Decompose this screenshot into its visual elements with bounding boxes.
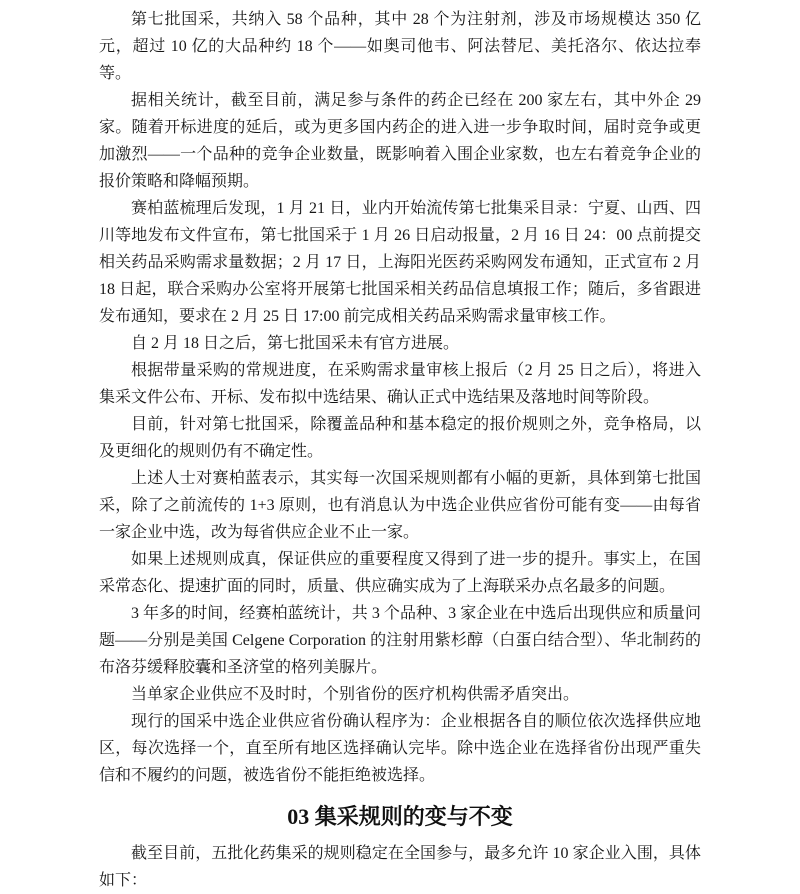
- paragraph-batch7-overview: 第七批国采，共纳入 58 个品种，其中 28 个为注射剂，涉及市场规模达 350 亿元，超过 10 亿的大品种约 18 个——如奥司他韦、阿法替尼、美托洛尔、依达拉奉等。: [99, 11, 701, 82]
- paragraph-province-selection-procedure: 现行的国采中选企业供应省份确认程序为：企业根据各自的顺位依次选择供应地区，每次选择一个，直至所有地区选择确认完毕。除中选企业在选择省份出现严重失信和不履约的问题，被选省份不能拒绝被选择。: [99, 713, 701, 784]
- paragraph-supply-quality-cases: 3 年多的时间，经赛柏蓝统计，共 3 个品种、3 家企业在中选后出现供应和质量问题——分别是美国 Celgene Corporation 的注射用紫杉醇（白蛋白结合型）、华北制药的布洛芬缓释胶囊和圣济堂的格列美脲片。: [99, 605, 701, 676]
- paragraph-supply-importance: 如果上述规则成真，保证供应的重要程度又得到了进一步的提升。事实上，在国采常态化、提速扩面的同时，质量、供应确实成为了上海联采办点名最多的问题。: [99, 551, 701, 595]
- paragraph-supply-shortage: 当单家企业供应不及时时，个别省份的医疗机构供需矛盾突出。: [131, 686, 580, 703]
- paragraph-normal-schedule: 根据带量采购的常规进度，在采购需求量审核上报后（2 月 25 日之后），将进入集采文件公布、开标、发布拟中选结果、确认正式中选结果及落地时间等阶段。: [99, 362, 701, 406]
- paragraph-stable-rules-intro: 截至目前，五批化药集采的规则稳定在全国参与，最多允许 10 家企业入围，具体如下：: [99, 845, 701, 889]
- section-heading-03: 03 集采规则的变与不变: [287, 804, 513, 829]
- paragraph-no-official-progress: 自 2 月 18 日之后，第七批国采未有官方进展。: [131, 335, 460, 352]
- paragraph-uncertainty: 目前，针对第七批国采，除覆盖品种和基本稳定的报价规则之外，竞争格局，以及更细化的规则仍有不确定性。: [99, 416, 701, 460]
- paragraph-rule-updates: 上述人士对赛柏蓝表示，其实每一次国采规则都有小幅的更新，具体到第七批国采，除了之前流传的 1+3 原则，也有消息认为中选企业供应省份可能有变——由每省一家企业中选，改为每省供应企业不止一家。: [99, 470, 701, 541]
- paragraph-timeline: 赛柏蓝梳理后发现，1 月 21 日，业内开始流传第七批集采目录：宁夏、山西、四川等地发布文件宣布，第七批国采于 1 月 26 日启动报量，2 月 16 日 24：00 点前提交相关药品采购需求量数据；2 月 17 日，上海阳光医药采购网发布通知，正式宣布 2 月 18 日起，联合采购办公室将开展第七批国采相关药品信息填报工作；随后，多省跟进发布通知，要求在 2 月 25 日 17:00 前完成相关药品采购需求量审核工作。: [99, 200, 701, 325]
- paragraph-qualified-companies: 据相关统计，截至目前，满足参与条件的药企已经在 200 家左右，其中外企 29 家。随着开标进度的延后，或为更多国内药企的进入进一步争取时间，届时竞争或更加激烈——一个品种的竞争企业数量，既影响着入围企业家数，也左右着竞争企业的报价策略和降幅预期。: [99, 92, 701, 190]
